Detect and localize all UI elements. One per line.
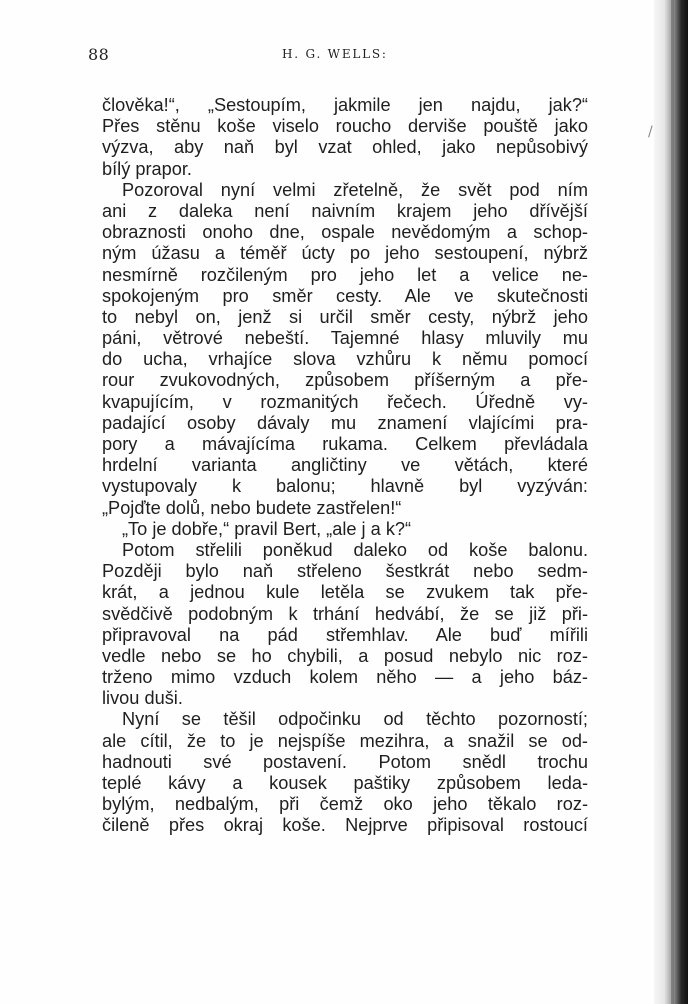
- body-text: [102, 95, 588, 837]
- text-line: Pozoroval nyní velmi zřetelně, že svět pod ním: [122, 179, 588, 200]
- text-line: vystupovaly k balonu; hlavně byl vyzýván:: [102, 476, 588, 497]
- text-line: livou duši.: [102, 688, 183, 709]
- text-line: čileně přes okraj koše. Nejprve připisoval rostoucí: [102, 815, 588, 836]
- text-line: Nyní se těšil odpočinku od těchto pozorností;: [122, 709, 588, 730]
- text-line: vedle nebo se ho chybili, a posud nebylo nic roz-: [102, 645, 588, 666]
- text-line: Později bylo naň střeleno šestkrát nebo sedm-: [102, 561, 588, 582]
- margin-mark: /: [648, 124, 653, 140]
- text-line: krát, a jednou kule letěla se zvukem tak pře-: [102, 582, 588, 603]
- text-line: ale cítil, že to je nejspíše mezihra, a snažil se od-: [102, 730, 588, 751]
- text-line: to nebyl on, jenž si určil směr cesty, nýbrž jeho: [102, 306, 588, 327]
- text-line: páni, větrové nebeští. Tajemné hlasy mluvily mu: [102, 328, 588, 349]
- binding-shadow-line: [671, 0, 674, 1004]
- text-line: spokojeným pro směr cesty. Ale ve skutečnosti: [102, 285, 588, 306]
- text-line: ným úžasu a téměř úcty po jeho sestoupení, nýbrž: [102, 243, 588, 264]
- text-line: padající osoby dávaly mu znamení vlajícími pra-: [102, 412, 588, 433]
- text-line: bylým, nedbalým, při čemž oko jeho těkalo roz-: [102, 794, 588, 815]
- text-line: člověka!“, „Sestoupím, jakmile jen najdu, jak?“: [102, 95, 588, 115]
- text-line: hadnouti své postavení. Potom snědl trochu: [102, 751, 588, 772]
- text-line: „To je dobře,“ pravil Bert, „ale j a k?“: [122, 518, 412, 539]
- text-line: připravoval na pád střemhlav. Ale buď mířili: [102, 624, 588, 645]
- text-line: teplé kávy a kousek paštiky způsobem leda-: [102, 773, 588, 793]
- text-line: bílý prapor.: [102, 158, 192, 179]
- text-line: výzva, aby naň byl vzat ohled, jako nepůsobivý: [102, 137, 588, 158]
- page-number: 88: [88, 45, 110, 64]
- text-line: Přes stěnu koše viselo roucho derviše pouště jako: [102, 116, 588, 137]
- running-head: H. G. WELLS:: [282, 47, 388, 61]
- text-line: do ucha, vrhajíce slova vzhůru k němu pomocí: [102, 349, 588, 370]
- text-line: „Pojďte dolů, nebo budete zastřelen!“: [102, 497, 402, 518]
- text-line: rour zvukovodných, způsobem příšerným a pře-: [102, 370, 588, 391]
- text-line: pory a mávajícíma rukama. Celkem převládala: [102, 434, 588, 454]
- text-line: nesmírně rozčileným pro jeho let a velice ne-: [102, 264, 588, 285]
- text-line: Potom střelili poněkud daleko od koše balonu.: [122, 539, 588, 560]
- text-line: trženo mimo vzduch kolem něho — a jeho báz-: [102, 667, 588, 688]
- text-line: hrdelní varianta angličtiny ve větách, které: [102, 455, 588, 476]
- text-line: svědčivě podobným k trhání hedvábí, že se již při-: [102, 603, 588, 624]
- text-line: kvapujícím, v rozmanitých řečech. Úředně vy-: [102, 391, 588, 412]
- text-line: obraznosti onoho dne, ospale nevědomým a schop-: [102, 222, 588, 243]
- text-line: ani z daleka není naivním krajem jeho dřívější: [102, 200, 588, 221]
